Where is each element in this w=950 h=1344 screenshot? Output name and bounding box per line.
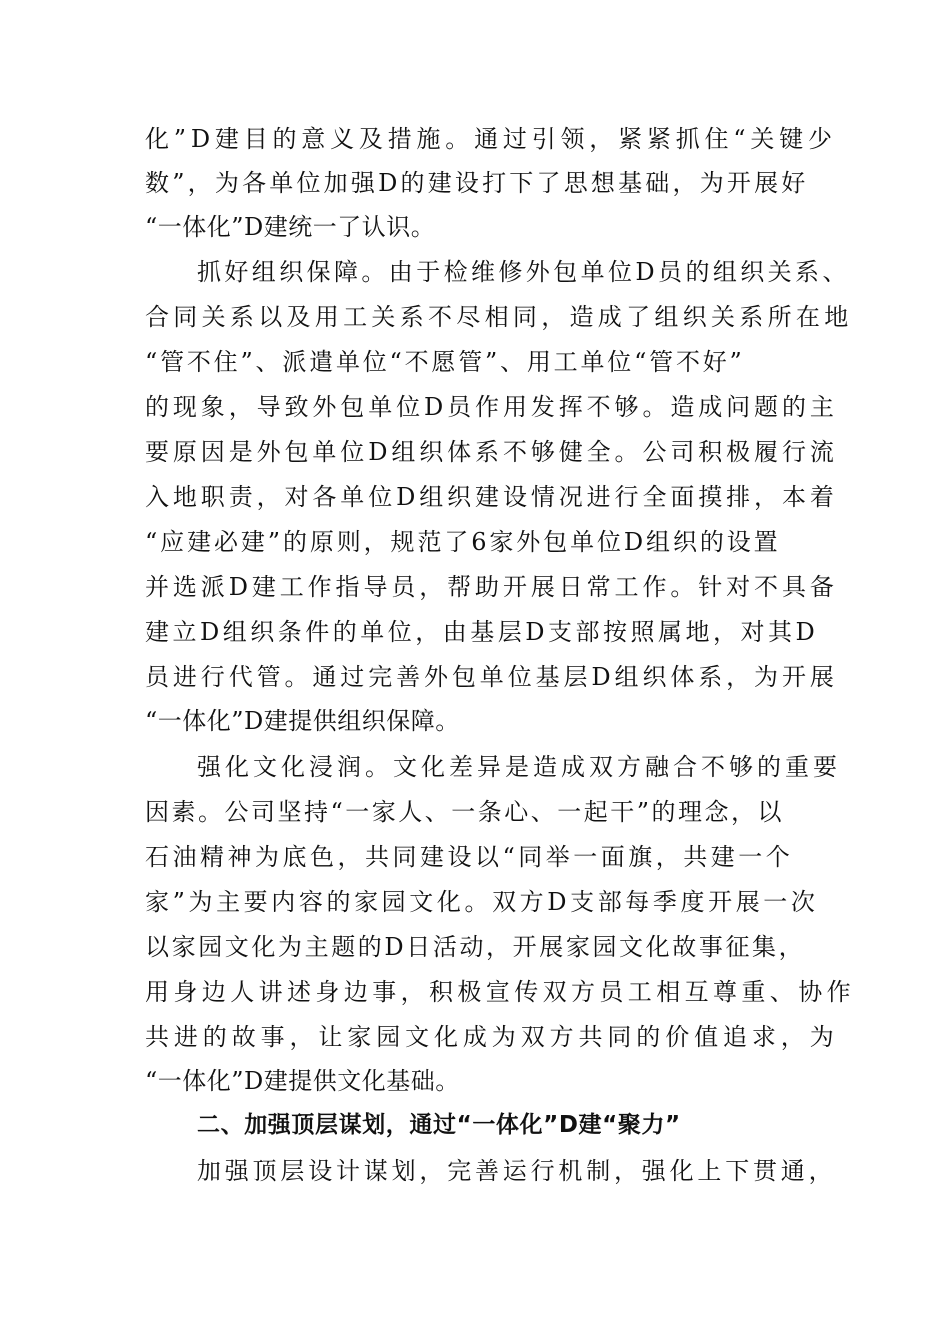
paragraph-3-line-1: 强化文化浸润。文化差异是造成双方融合不够的重要 bbox=[197, 753, 841, 781]
paragraph-1-line-3: “一体化”D建统一了认识。 bbox=[145, 213, 436, 241]
section-heading: 二、加强顶层谋划，通过“一体化”D建“聚力” bbox=[197, 1112, 681, 1138]
paragraph-3-line-2: 因素。公司坚持“一家人、一条心、一起干”的理念，以 bbox=[145, 798, 785, 826]
paragraph-2-line-9: 建立D组织条件的单位，由基层D支部按照属地，对其D bbox=[145, 618, 819, 646]
paragraph-2-line-7: “应建必建”的原则，规范了6家外包单位D组织的设置 bbox=[145, 528, 781, 556]
paragraph-3-line-4: 家”为主要内容的家园文化。双方D支部每季度开展一次 bbox=[145, 888, 819, 916]
paragraph-2-line-1: 抓好组织保障。由于检维修外包单位D员的组织关系、 bbox=[197, 258, 850, 286]
paragraph-2-line-11: “一体化”D建提供组织保障。 bbox=[145, 707, 460, 735]
paragraph-2-line-8: 并选派D建工作指导员，帮助开展日常工作。针对不具备 bbox=[145, 573, 838, 601]
paragraph-3-line-3: 石油精神为底色，共同建设以“同举一面旗，共建一个 bbox=[145, 843, 794, 871]
paragraph-3-line-7: 共进的故事，让家园文化成为双方共同的价值追求，为 bbox=[145, 1023, 839, 1051]
paragraph-3-line-6: 用身边人讲述身边事，积极宣传双方员工相互尊重、协作 bbox=[145, 978, 855, 1006]
paragraph-3-line-5: 以家园文化为主题的D日活动，开展家园文化故事征集， bbox=[145, 933, 806, 961]
paragraph-2-line-2: 合同关系以及用工关系不尽相同，造成了组织关系所在地 bbox=[145, 303, 853, 331]
paragraph-2-line-4: 的现象，导致外包单位D员作用发挥不够。造成问题的主 bbox=[145, 393, 838, 421]
paragraph-1-line-1: 化”D建目的意义及措施。通过引领，紧紧抓住“关键少 bbox=[145, 125, 837, 153]
paragraph-4-line-1: 加强顶层设计谋划，完善运行机制，强化上下贯通， bbox=[197, 1157, 837, 1185]
paragraph-2-line-5: 要原因是外包单位D组织体系不够健全。公司积极履行流 bbox=[145, 438, 838, 466]
paragraph-3-line-8: “一体化”D建提供文化基础。 bbox=[145, 1067, 460, 1095]
paragraph-2-line-6: 入地职责，对各单位D组织建设情况进行全面摸排，本着 bbox=[145, 483, 838, 511]
paragraph-1-line-2: 数”，为各单位加强D的建设打下了思想基础，为开展好 bbox=[145, 169, 809, 197]
paragraph-2-line-3: “管不住”、派遣单位“不愿管”、用工单位“管不好” bbox=[145, 348, 745, 376]
paragraph-2-line-10: 员进行代管。通过完善外包单位基层D组织体系，为开展 bbox=[145, 663, 838, 691]
